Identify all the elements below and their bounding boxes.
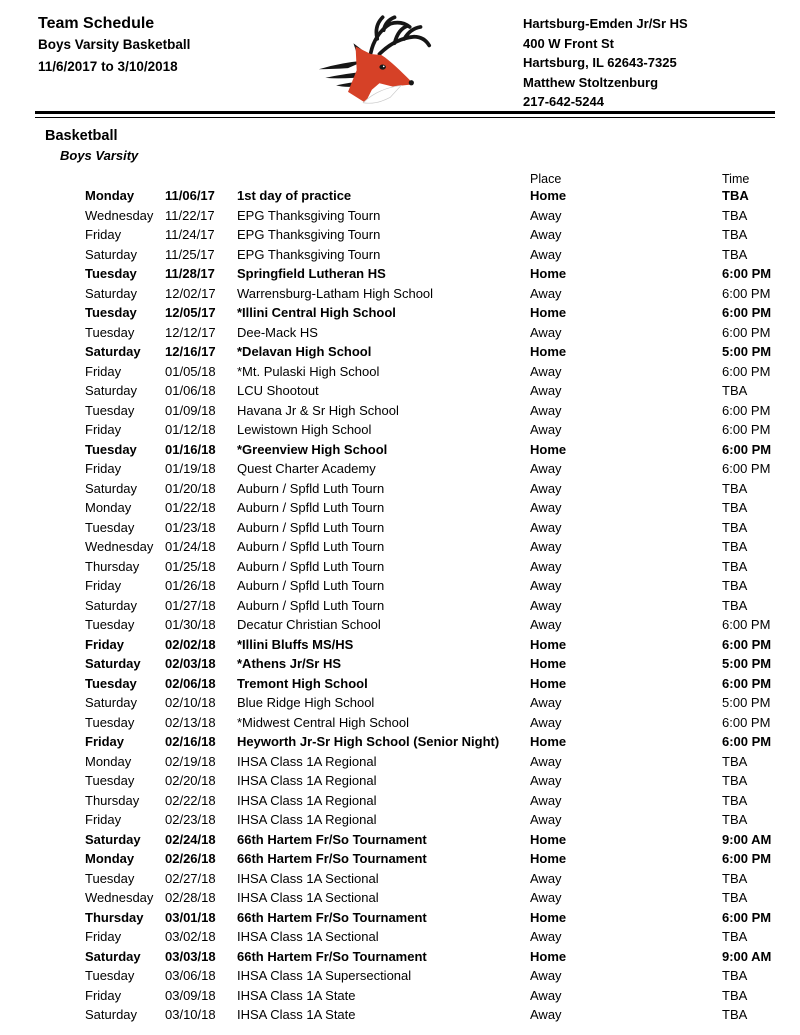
time-cell: TBA (722, 578, 748, 593)
event-cell: 66th Hartem Fr/So Tournament (237, 851, 427, 866)
place-cell: Away (530, 558, 562, 574)
day-cell: Saturday (85, 480, 138, 496)
time-cell: 6:00 PM (722, 363, 771, 379)
schedule-row (85, 284, 800, 304)
day-cell: Friday (85, 636, 125, 652)
schedule-row (85, 791, 800, 811)
place-cell: Away (530, 383, 562, 398)
place-cell: Home (530, 636, 567, 652)
event-column-header (237, 173, 530, 186)
event-cell: 66th Hartem Fr/So Tournament (237, 909, 427, 925)
day-cell: Tuesday (85, 773, 135, 788)
day-cell: Wednesday (85, 207, 154, 223)
day-cell: Saturday (85, 344, 141, 359)
place-cell: Home (530, 909, 567, 925)
time-cell: 6:00 PM (722, 402, 771, 418)
place-cell: Away (530, 929, 562, 944)
event-cell: IHSA Class 1A Sectional (237, 929, 379, 944)
place-cell: Away (530, 500, 562, 515)
date-cell: 01/30/18 (165, 617, 216, 632)
schedule-row (85, 401, 800, 421)
date-column-header (165, 173, 237, 186)
date-cell: 02/13/18 (165, 714, 216, 730)
date-cell: 12/12/17 (165, 324, 216, 340)
date-cell: 12/02/17 (165, 285, 216, 301)
time-cell: 6:00 PM (722, 305, 772, 320)
event-cell: EPG Thanksgiving Tourn (237, 207, 381, 223)
place-cell: Home (530, 675, 567, 691)
day-cell: Saturday (85, 656, 141, 671)
time-cell: TBA (722, 207, 748, 223)
place-cell: Home (530, 656, 567, 671)
time-cell: 6:00 PM (722, 734, 772, 749)
school-address-street: 400 W Front St (523, 35, 615, 51)
schedule-row (85, 654, 800, 674)
date-cell: 12/05/17 (165, 305, 216, 320)
event-cell: IHSA Class 1A Regional (237, 773, 377, 788)
schedule-row (85, 674, 800, 694)
day-cell: Friday (85, 227, 122, 242)
day-cell: Wednesday (85, 539, 154, 554)
day-cell: Friday (85, 578, 122, 593)
schedule-row (85, 498, 800, 518)
event-cell: IHSA Class 1A Regional (237, 753, 377, 769)
schedule-row (85, 635, 800, 655)
date-cell: 01/16/18 (165, 441, 216, 457)
day-cell: Saturday (85, 246, 138, 262)
date-cell: 02/16/18 (165, 734, 216, 749)
time-cell: TBA (722, 773, 748, 788)
place-cell: Away (530, 480, 562, 496)
date-cell: 03/01/18 (165, 909, 216, 925)
place-cell: Away (530, 617, 562, 632)
time-cell: TBA (722, 929, 748, 944)
event-cell: Decatur Christian School (237, 617, 381, 632)
event-cell: IHSA Class 1A Sectional (237, 890, 379, 905)
event-cell: *Midwest Central High School (237, 714, 409, 730)
schedule-row (85, 459, 800, 479)
event-cell: 66th Hartem Fr/So Tournament (237, 831, 427, 847)
day-cell: Tuesday (85, 617, 135, 632)
day-cell: Monday (85, 188, 135, 203)
contact-name: Matthew Stoltzenburg (523, 74, 659, 90)
day-cell: Friday (85, 987, 122, 1003)
date-cell: 02/26/18 (165, 851, 216, 866)
day-cell: Wednesday (85, 890, 154, 905)
event-cell: Heyworth Jr-Sr High School (Senior Night) (237, 734, 500, 749)
event-cell: Auburn / Spfld Luth Tourn (237, 519, 385, 535)
schedule-row (85, 479, 800, 499)
place-cell: Away (530, 773, 562, 788)
place-cell: Away (530, 402, 562, 418)
sport-section-title: Basketball (45, 128, 118, 144)
schedule-row (85, 927, 800, 947)
day-cell: Tuesday (85, 305, 137, 320)
time-cell: 6:00 PM (722, 461, 771, 476)
time-cell: 6:00 PM (722, 714, 771, 730)
place-cell: Away (530, 597, 562, 613)
schedule-row (85, 966, 800, 986)
place-cell: Away (530, 207, 562, 223)
place-cell: Home (530, 266, 567, 281)
day-cell: Thursday (85, 558, 140, 574)
event-cell: IHSA Class 1A Sectional (237, 870, 379, 886)
place-cell: Away (530, 792, 562, 808)
school-info-block (523, 14, 775, 112)
place-cell: Home (530, 851, 567, 866)
time-cell: TBA (722, 968, 748, 983)
schedule-row (85, 732, 800, 752)
schedule-table (85, 173, 800, 1025)
contact-phone: 217-642-5244 (523, 94, 604, 109)
date-cell: 11/24/17 (165, 227, 215, 242)
time-cell: 6:00 PM (722, 675, 772, 691)
schedule-row (85, 810, 800, 830)
event-cell: Dee-Mack HS (237, 324, 318, 340)
place-cell: Away (530, 422, 562, 437)
event-cell: *Mt. Pulaski High School (237, 363, 380, 379)
team-subtitle: Boys Varsity Basketball (38, 37, 191, 52)
schedule-row (85, 908, 800, 928)
day-cell: Tuesday (85, 324, 135, 340)
day-cell: Saturday (85, 597, 138, 613)
time-cell: 6:00 PM (722, 441, 772, 457)
time-cell: TBA (722, 597, 748, 613)
event-cell: Auburn / Spfld Luth Tourn (237, 539, 385, 554)
date-cell: 02/27/18 (165, 870, 216, 886)
day-cell: Tuesday (85, 714, 135, 730)
day-column-header (85, 173, 165, 186)
place-cell: Away (530, 578, 562, 593)
time-cell: 6:00 PM (722, 636, 772, 652)
day-cell: Tuesday (85, 519, 135, 535)
place-cell: Away (530, 246, 562, 262)
schedule-row (85, 323, 800, 343)
date-cell: 11/28/17 (165, 266, 215, 281)
place-cell: Away (530, 1007, 562, 1022)
event-cell: *Illini Central High School (237, 305, 396, 320)
day-cell: Monday (85, 753, 132, 769)
schedule-row (85, 537, 800, 557)
time-cell: 5:00 PM (722, 344, 772, 359)
page-header (0, 0, 800, 111)
schedule-row (85, 206, 800, 226)
place-cell: Away (530, 324, 562, 340)
day-cell: Friday (85, 422, 122, 437)
day-cell: Friday (85, 734, 125, 749)
date-cell: 02/02/18 (165, 636, 216, 652)
time-cell: TBA (722, 519, 748, 535)
team-level-title: Boys Varsity (60, 148, 139, 163)
place-cell: Away (530, 753, 562, 769)
day-cell: Saturday (85, 831, 141, 847)
day-cell: Tuesday (85, 968, 135, 983)
schedule-rows (85, 186, 800, 1025)
event-cell: *Illini Bluffs MS/HS (237, 636, 354, 652)
day-cell: Friday (85, 461, 122, 476)
place-cell: Away (530, 987, 562, 1003)
event-cell: IHSA Class 1A Regional (237, 812, 377, 827)
time-cell: TBA (722, 753, 748, 769)
time-cell: TBA (722, 539, 748, 554)
schedule-row (85, 713, 800, 733)
column-header-row (85, 173, 800, 186)
page-title: Team Schedule (38, 15, 155, 32)
schedule-row (85, 264, 800, 284)
schedule-row (85, 615, 800, 635)
event-cell: Springfield Lutheran HS (237, 266, 386, 281)
time-cell: 9:00 AM (722, 831, 772, 847)
date-cell: 03/02/18 (165, 929, 216, 944)
date-cell: 02/10/18 (165, 695, 216, 710)
event-cell: Auburn / Spfld Luth Tourn (237, 480, 385, 496)
event-cell: Blue Ridge High School (237, 695, 375, 710)
time-cell: TBA (722, 188, 749, 203)
event-cell: EPG Thanksgiving Tourn (237, 227, 381, 242)
date-cell: 11/25/17 (165, 246, 215, 262)
place-cell: Away (530, 227, 562, 242)
time-cell: 6:00 PM (722, 909, 772, 925)
event-cell: 1st day of practice (237, 188, 352, 203)
time-cell: TBA (722, 227, 748, 242)
place-cell: Home (530, 831, 567, 847)
date-cell: 02/06/18 (165, 675, 216, 691)
schedule-row (85, 693, 800, 713)
place-column-header: Place (530, 172, 562, 186)
day-cell: Tuesday (85, 402, 135, 418)
time-column-header: Time (722, 172, 750, 186)
place-cell: Away (530, 812, 562, 827)
school-name: Hartsburg-Emden Jr/Sr HS (523, 16, 688, 31)
schedule-row (85, 518, 800, 538)
schedule-row (85, 888, 800, 908)
place-cell: Home (530, 948, 567, 964)
date-cell: 02/20/18 (165, 773, 216, 788)
time-cell: 6:00 PM (722, 617, 771, 632)
time-cell: TBA (722, 870, 748, 886)
event-cell: Havana Jr & Sr High School (237, 402, 399, 418)
schedule-row (85, 186, 800, 206)
schedule-row (85, 752, 800, 772)
schedule-row (85, 381, 800, 401)
date-cell: 01/06/18 (165, 383, 216, 398)
stag-mascot-logo-icon (314, 14, 434, 106)
day-cell: Monday (85, 500, 132, 515)
event-cell: Tremont High School (237, 675, 368, 691)
day-cell: Saturday (85, 285, 138, 301)
day-cell: Saturday (85, 948, 141, 964)
schedule-row (85, 576, 800, 596)
date-cell: 02/24/18 (165, 831, 216, 847)
date-cell: 02/19/18 (165, 753, 216, 769)
date-cell: 03/03/18 (165, 948, 216, 964)
day-cell: Tuesday (85, 441, 137, 457)
place-cell: Home (530, 441, 567, 457)
schedule-row (85, 771, 800, 791)
event-cell: *Delavan High School (237, 344, 372, 359)
schedule-row (85, 986, 800, 1006)
time-cell: TBA (722, 1007, 748, 1022)
schedule-row (85, 440, 800, 460)
day-cell: Thursday (85, 909, 144, 925)
time-cell: 5:00 PM (722, 656, 772, 671)
day-cell: Tuesday (85, 675, 137, 691)
schedule-row (85, 303, 800, 323)
date-cell: 02/23/18 (165, 812, 216, 827)
date-cell: 01/24/18 (165, 539, 216, 554)
day-cell: Saturday (85, 695, 138, 710)
date-cell: 01/26/18 (165, 578, 216, 593)
schedule-row (85, 557, 800, 577)
place-cell: Away (530, 519, 562, 535)
day-cell: Saturday (85, 1007, 138, 1022)
time-cell: TBA (722, 246, 748, 262)
time-cell: 5:00 PM (722, 695, 771, 710)
date-cell: 01/23/18 (165, 519, 216, 535)
time-cell: 9:00 AM (722, 948, 772, 964)
date-cell: 11/06/17 (165, 188, 215, 203)
event-cell: Auburn / Spfld Luth Tourn (237, 597, 385, 613)
date-cell: 01/20/18 (165, 480, 216, 496)
date-cell: 02/22/18 (165, 792, 216, 808)
time-cell: TBA (722, 987, 748, 1003)
day-cell: Tuesday (85, 870, 135, 886)
place-cell: Home (530, 344, 567, 359)
date-cell: 01/09/18 (165, 402, 216, 418)
place-cell: Home (530, 188, 567, 203)
date-cell: 03/09/18 (165, 987, 216, 1003)
time-cell: TBA (722, 812, 748, 827)
time-cell: TBA (722, 383, 748, 398)
place-cell: Away (530, 539, 562, 554)
place-cell: Away (530, 285, 562, 301)
place-cell: Away (530, 870, 562, 886)
schedule-row (85, 849, 800, 869)
event-cell: IHSA Class 1A Regional (237, 792, 377, 808)
time-cell: TBA (722, 890, 748, 905)
day-cell: Friday (85, 929, 122, 944)
schedule-row (85, 947, 800, 967)
date-cell: 01/25/18 (165, 558, 216, 574)
event-cell: Quest Charter Academy (237, 461, 376, 476)
place-cell: Home (530, 734, 567, 749)
schedule-row (85, 245, 800, 265)
header-divider-thin (35, 117, 775, 118)
date-cell: 12/16/17 (165, 344, 216, 359)
schedule-row (85, 342, 800, 362)
day-cell: Saturday (85, 383, 138, 398)
time-cell: 6:00 PM (722, 266, 772, 281)
time-cell: 6:00 PM (722, 285, 771, 301)
time-cell: TBA (722, 480, 748, 496)
date-cell: 01/19/18 (165, 461, 216, 476)
date-cell: 11/22/17 (165, 207, 215, 223)
date-cell: 01/05/18 (165, 363, 216, 379)
day-cell: Friday (85, 812, 122, 827)
place-cell: Home (530, 305, 567, 320)
event-cell: *Greenview High School (237, 441, 388, 457)
event-cell: IHSA Class 1A Supersectional (237, 968, 412, 983)
event-cell: *Athens Jr/Sr HS (237, 656, 342, 671)
schedule-row (85, 869, 800, 889)
time-cell: TBA (722, 792, 748, 808)
schedule-row (85, 225, 800, 245)
place-cell: Away (530, 714, 562, 730)
place-cell: Away (530, 890, 562, 905)
date-cell: 02/03/18 (165, 656, 216, 671)
place-cell: Away (530, 363, 562, 379)
day-cell: Monday (85, 851, 135, 866)
date-cell: 02/28/18 (165, 890, 216, 905)
time-cell: 6:00 PM (722, 422, 771, 437)
date-cell: 03/06/18 (165, 968, 216, 983)
date-cell: 03/10/18 (165, 1007, 216, 1022)
time-cell: TBA (722, 558, 748, 574)
header-left-block (38, 14, 296, 76)
day-cell: Thursday (85, 792, 140, 808)
event-cell: Auburn / Spfld Luth Tourn (237, 500, 385, 515)
day-cell: Tuesday (85, 266, 137, 281)
time-cell: TBA (722, 500, 748, 515)
schedule-row (85, 420, 800, 440)
place-cell: Away (530, 695, 562, 710)
event-cell: Auburn / Spfld Luth Tourn (237, 558, 385, 574)
schedule-row (85, 830, 800, 850)
event-cell: IHSA Class 1A State (237, 1007, 356, 1022)
schedule-row (85, 362, 800, 382)
school-address-city: Hartsburg, IL 62643-7325 (523, 55, 677, 70)
event-cell: IHSA Class 1A State (237, 987, 356, 1003)
place-cell: Away (530, 968, 562, 983)
place-cell: Away (530, 461, 562, 476)
schedule-row (85, 596, 800, 616)
event-cell: Warrensburg-Latham High School (237, 285, 434, 301)
day-cell: Friday (85, 363, 122, 379)
event-cell: Auburn / Spfld Luth Tourn (237, 578, 385, 593)
season-date-range: 11/6/2017 to 3/10/2018 (38, 59, 178, 74)
date-cell: 01/27/18 (165, 597, 216, 613)
date-cell: 01/22/18 (165, 500, 216, 515)
event-cell: 66th Hartem Fr/So Tournament (237, 948, 427, 964)
event-cell: EPG Thanksgiving Tourn (237, 246, 381, 262)
time-cell: 6:00 PM (722, 851, 772, 866)
date-cell: 01/12/18 (165, 422, 216, 437)
event-cell: LCU Shootout (237, 383, 319, 398)
time-cell: 6:00 PM (722, 324, 771, 340)
event-cell: Lewistown High School (237, 422, 372, 437)
schedule-row (85, 1005, 800, 1025)
